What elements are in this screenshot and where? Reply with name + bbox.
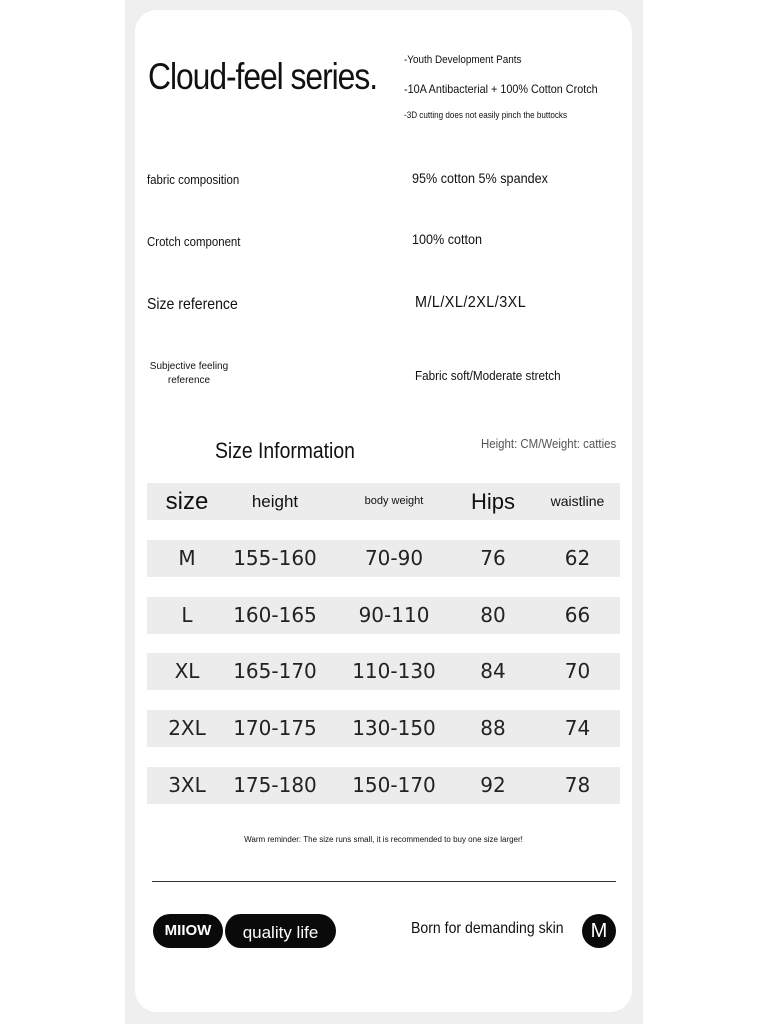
table-row — [147, 767, 620, 804]
weight-cell: 90-110 — [358, 603, 430, 627]
size-cell: 3XL — [168, 773, 206, 797]
column-header-body-weight: body weight — [364, 495, 424, 507]
size-reminder: Warm reminder: The size runs small, it is recommended to buy one size larger! — [244, 835, 523, 844]
spec-value-crotch: 100% cotton — [412, 231, 483, 247]
waistline-cell: 66 — [564, 603, 591, 627]
waistline-cell: 74 — [564, 716, 591, 740]
hips-cell: 84 — [480, 659, 506, 683]
height-cell: 155-160 — [233, 546, 317, 570]
weight-cell: 110-130 — [352, 659, 436, 683]
size-table-header — [147, 483, 620, 520]
brand-logo: MIIOW — [153, 914, 223, 948]
column-header-height: height — [251, 492, 299, 511]
hips-cell: 76 — [480, 546, 506, 570]
weight-cell: 130-150 — [352, 716, 436, 740]
size-cell: 2XL — [168, 716, 206, 740]
waistline-cell: 62 — [564, 546, 591, 570]
table-row — [147, 597, 620, 634]
brand-m-icon: M — [582, 914, 616, 948]
weight-cell: 70-90 — [364, 546, 424, 570]
spec-label-size-reference: Size reference — [147, 296, 238, 313]
hips-cell: 92 — [480, 773, 506, 797]
waistline-cell: 70 — [564, 659, 591, 683]
size-cell: XL — [174, 659, 200, 683]
spec-label-fabric: fabric composition — [147, 172, 240, 187]
height-cell: 160-165 — [233, 603, 317, 627]
divider — [152, 881, 616, 882]
spec-label-crotch: Crotch component — [147, 234, 241, 249]
table-row — [147, 710, 620, 747]
units-note: Height: CM/Weight: catties — [481, 436, 617, 451]
tagline: Born for demanding skin — [411, 920, 564, 937]
size-cell: L — [181, 603, 193, 627]
height-cell: 170-175 — [233, 716, 317, 740]
spec-label-feeling: Subjective feeling reference — [149, 361, 229, 386]
spec-value-fabric: 95% cotton 5% spandex — [412, 170, 548, 186]
table-row — [147, 653, 620, 690]
spec-value-feeling: Fabric soft/Moderate stretch — [415, 368, 561, 383]
slogan-badge: quality life — [223, 914, 336, 948]
size-info-title: Size Information — [215, 438, 355, 463]
column-header-waistline: waistline — [550, 493, 605, 509]
size-cell: M — [178, 546, 196, 570]
feature-item: -10A Antibacterial + 100% Cotton Crotch — [404, 82, 598, 96]
column-header-size: size — [165, 488, 209, 515]
spec-value-size-reference: M/L/XL/2XL/3XL — [415, 294, 527, 311]
feature-item: -Youth Development Pants — [404, 54, 522, 66]
column-header-hips: Hips — [470, 489, 515, 514]
feature-item: -3D cutting does not easily pinch the buttocks — [404, 110, 567, 120]
hips-cell: 80 — [480, 603, 506, 627]
hips-cell: 88 — [480, 716, 506, 740]
height-cell: 165-170 — [233, 659, 317, 683]
table-row — [147, 540, 620, 577]
waistline-cell: 78 — [564, 773, 591, 797]
series-title: Cloud-feel series. — [148, 56, 378, 97]
height-cell: 175-180 — [233, 773, 317, 797]
weight-cell: 150-170 — [352, 773, 436, 797]
